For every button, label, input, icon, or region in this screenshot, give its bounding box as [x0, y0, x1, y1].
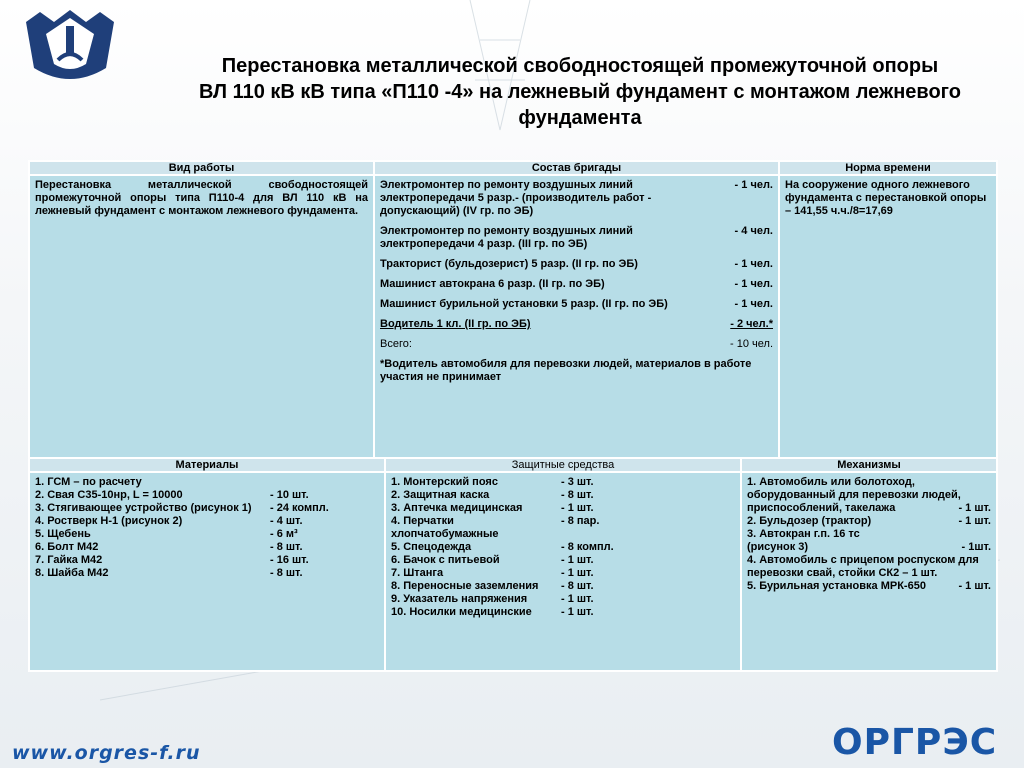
crew-name: Электромонтер по ремонту воздушных линий электропередачи 5 разр.- (производитель работ - допускающий) (IV гр. по ЭБ)	[380, 179, 652, 217]
protective-item	[391, 554, 735, 567]
crew-item	[380, 225, 773, 251]
protective-qty: - 1 шт.	[561, 554, 594, 566]
work-type-cell	[29, 175, 374, 461]
mechanism-qty: - 1 шт.	[958, 580, 991, 592]
resources-table	[28, 457, 998, 672]
crew-count: - 4 чел.	[734, 225, 773, 237]
protective-qty: - 8 пар.	[561, 515, 600, 527]
crew-count: - 1 чел.	[734, 278, 773, 290]
work-table	[28, 160, 998, 462]
crew-item	[380, 278, 773, 291]
title-line-2: ВЛ 110 кВ кВ типа «П110 -4» на лежневый фундамент с монтажом лежневого	[199, 81, 961, 103]
mechanism-item	[747, 476, 991, 502]
header-time-norm: Норма времени	[779, 161, 997, 175]
protective-name: 3. Аптечка медицинская	[391, 502, 523, 514]
crew-item	[380, 179, 773, 218]
protective-item	[391, 476, 735, 489]
crew-count: - 1 чел.	[734, 298, 773, 310]
crew-name: Тракторист (бульдозерист) 5 разр. (II гр. по ЭБ)	[380, 258, 638, 270]
crew-name: Водитель 1 кл. (II гр. по ЭБ)	[380, 318, 531, 330]
mechanism-name: 2. Бульдозер (трактор)	[747, 515, 872, 527]
material-item	[35, 476, 379, 489]
material-item	[35, 541, 379, 554]
material-name: 2. Свая С35-10нр, L = 10000	[35, 489, 183, 501]
materials-cell	[29, 472, 385, 671]
protective-item	[391, 606, 735, 619]
protective-item	[391, 541, 735, 554]
crew-name: Машинист автокрана 6 разр. (II гр. по ЭБ)	[380, 278, 605, 290]
protective-item	[391, 502, 735, 515]
protective-name: 4. Перчатки хлопчатобумажные	[391, 515, 499, 540]
time-norm-cell	[779, 175, 997, 461]
crew-total-label: Всего:	[380, 338, 412, 350]
protective-qty: - 1 шт.	[561, 593, 594, 605]
material-qty: - 8 шт.	[270, 567, 303, 579]
crew-note: *Водитель автомобиля для перевозки людей, материалов в работе участия не принимает	[380, 358, 752, 383]
crew-total-count: - 10 чел.	[730, 338, 773, 350]
material-item	[35, 489, 379, 502]
protective-qty: - 8 шт.	[561, 489, 594, 501]
mechanism-item	[747, 580, 991, 593]
protective-name: 5. Спецодежда	[391, 541, 472, 553]
protective-name: 9. Указатель напряжения	[391, 593, 528, 605]
material-qty: - 24 компл.	[270, 502, 329, 514]
mechanism-name: 4. Автомобиль с прицепом роспуском для перевозки свай, стойки СК2 – 1 шт.	[747, 554, 979, 579]
material-qty: - 16 шт.	[270, 554, 309, 566]
material-item	[35, 502, 379, 515]
mechanism-item	[747, 554, 991, 580]
material-item	[35, 515, 379, 528]
page-title	[140, 53, 1020, 131]
protective-item	[391, 593, 735, 606]
mechanism-name: (рисунок 3)	[747, 541, 809, 553]
crew-item	[380, 318, 773, 331]
time-norm-text: На сооружение одного лежневого фундамента с перестановкой опоры – 141,55 ч.ч./8=17,69	[785, 179, 987, 217]
mechanism-name: 5. Бурильная установка МРК-650	[747, 580, 926, 592]
mechanism-item	[747, 515, 991, 528]
footer-brand-logo: ОРГРЭС	[832, 722, 998, 763]
protective-qty: - 1 шт.	[561, 606, 594, 618]
crew-item	[380, 258, 773, 271]
mechanism-name: 1. Автомобиль или болотоход, оборудованный для перевозки людей,	[747, 476, 961, 501]
material-name: 5. Щебень	[35, 528, 91, 540]
material-item	[35, 554, 379, 567]
title-line-3: фундамента	[518, 107, 642, 129]
material-name: 3. Стягивающее устройство (рисунок 1)	[35, 502, 252, 514]
material-qty: - 8 шт.	[270, 541, 303, 553]
material-name: 8. Шайба М42	[35, 567, 109, 579]
material-qty: - 6 м³	[270, 528, 298, 540]
material-name: 1. ГСМ – по расчету	[35, 476, 142, 488]
mechanism-item	[747, 528, 991, 541]
protective-name: 7. Штанга	[391, 567, 444, 579]
mechanism-name: 3. Автокран г.п. 16 тс	[747, 528, 860, 540]
material-qty: - 10 шт.	[270, 489, 309, 501]
protective-qty: - 8 шт.	[561, 580, 594, 592]
material-item	[35, 528, 379, 541]
protective-qty: - 3 шт.	[561, 476, 594, 488]
crew-total	[380, 338, 773, 351]
header-crew: Состав бригады	[374, 161, 779, 175]
protective-name: 6. Бачок с питьевой	[391, 554, 500, 566]
protective-qty: - 1 шт.	[561, 502, 594, 514]
title-line-1: Перестановка металлической свободностоящей промежуточной опоры	[221, 55, 939, 77]
protective-item	[391, 580, 735, 593]
crew-name: Машинист бурильной установки 5 разр. (II гр. по ЭБ)	[380, 298, 668, 310]
mechanisms-cell	[741, 472, 997, 671]
mechanism-item	[747, 541, 991, 554]
header-mechanisms: Механизмы	[741, 458, 997, 472]
protective-name: 8. Переносные заземления	[391, 580, 539, 592]
protective-item	[391, 489, 735, 502]
mechanism-name: приспособлений, такелажа	[747, 502, 896, 514]
mechanism-qty: - 1шт.	[961, 541, 991, 553]
header-work-type: Вид работы	[29, 161, 374, 175]
protective-name: 2. Защитная каска	[391, 489, 490, 501]
crew-item	[380, 298, 773, 311]
protective-item	[391, 567, 735, 580]
footer-website-link[interactable]: www.orgres-f.ru	[12, 742, 201, 764]
crew-count: - 1 чел.	[734, 258, 773, 270]
mechanism-qty: - 1 шт.	[958, 515, 991, 527]
header-protective: Защитные средства	[385, 458, 741, 472]
protective-qty: - 1 шт.	[561, 567, 594, 579]
mechanism-qty: - 1 шт.	[958, 502, 991, 514]
company-logo	[20, 8, 120, 86]
protective-item	[391, 515, 735, 541]
material-qty: - 4 шт.	[270, 515, 303, 527]
crew-name: Электромонтер по ремонту воздушных линий электропередачи 4 разр. (III гр. по ЭБ)	[380, 225, 633, 250]
protective-cell	[385, 472, 741, 671]
crew-count: - 1 чел.	[734, 179, 773, 191]
work-type-text: Перестановка металлической свободностоящей промежуточной опоры типа П110-4 для ВЛ 110 кВ на лежневый фундамент с монтажом лежневого фундамента.	[35, 179, 368, 217]
material-name: 7. Гайка М42	[35, 554, 103, 566]
header-materials: Материалы	[29, 458, 385, 472]
material-item	[35, 567, 379, 580]
crew-cell	[374, 175, 779, 461]
protective-name: 1. Монтерский пояс	[391, 476, 498, 488]
crew-count: - 2 чел.*	[730, 318, 773, 330]
protective-qty: - 8 компл.	[561, 541, 614, 553]
mechanism-item	[747, 502, 991, 515]
protective-name: 10. Носилки медицинские	[391, 606, 532, 618]
material-name: 4. Ростверк Н-1 (рисунок 2)	[35, 515, 183, 527]
material-name: 6. Болт М42	[35, 541, 99, 553]
